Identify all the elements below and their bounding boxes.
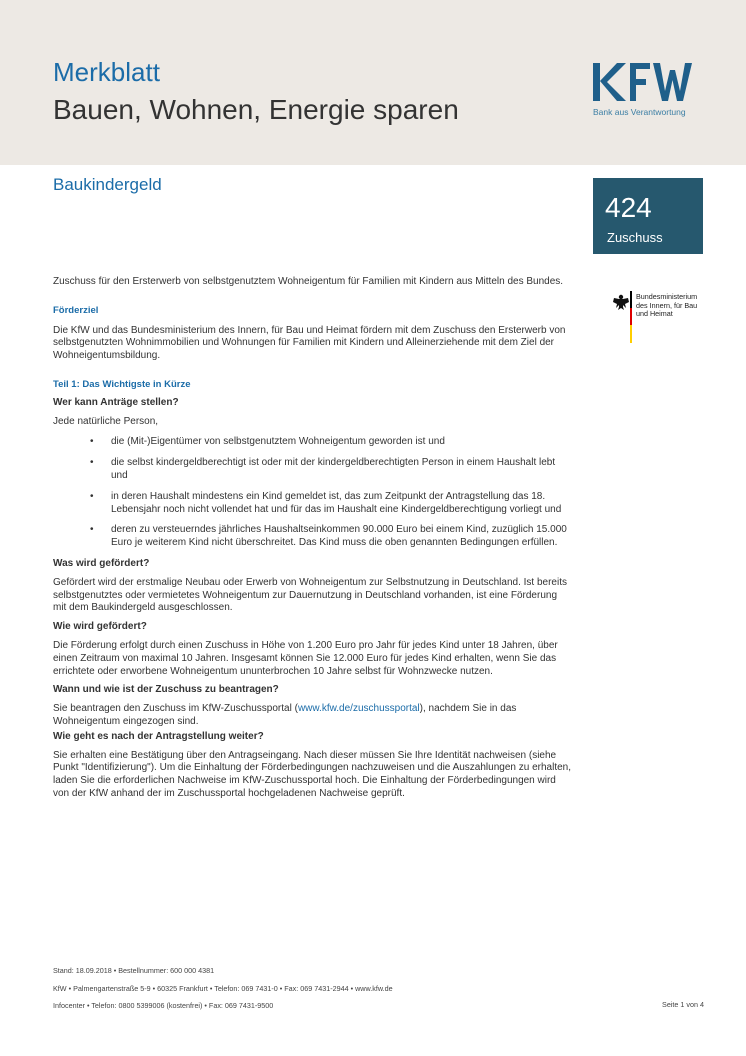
header-title: Merkblatt (53, 57, 160, 87)
section-heading-foerderziel: Förderziel (53, 304, 99, 316)
answer-what: Gefördert wird der erstmalige Neubau oder Erwerb von Wohneigentum zur Selbstnutzung in Deutschland. Ist bereits selbstgenutztes oder vermietetes Wohneigentum zur Dauernutzung in Deutschland vorhanden, ist eine Förderung mit dem Baukindergeld ausgeschlossen. (53, 576, 567, 614)
section-heading-teil1: Teil 1: Das Wichtigste in Kürze (53, 378, 191, 390)
question-who: Wer kann Anträge stellen? (53, 396, 179, 408)
question-what: Was wird gefördert? (53, 557, 150, 569)
list-item: • in deren Haushalt mindestens ein Kind gemeldet ist, das zum Zeitpunkt der Antragstellung das 18. Lebensjahr noch nicht vollendet hat und für das im Haushalt eine Kindergeldberechtigung vorliegt und (90, 490, 562, 515)
main-content (53, 276, 573, 801)
page-header (0, 0, 746, 165)
program-badge (593, 178, 703, 254)
zuschussportal-link[interactable]: www.kfw.de/zuschussportal (297, 703, 420, 715)
logo-subtitle: Bank aus Verantwortung (593, 107, 686, 117)
flag-stripe-gold (630, 325, 632, 343)
list-item: • die selbst kindergeldberechtigt ist oder mit der kindergeldberechtigten Person in einem Haushalt lebt und (90, 457, 556, 481)
foerderziel-text: Die KfW und das Bundesministerium des Innern, für Bau und Heimat fördern mit dem Zuschuss den Ersterwerb von selbstgenutzten Wohnimmobilien und Wohnungen für Familien mit Kindern und Alleinerziehende mit dem Ziel der Wohneigentumsbildung. (53, 324, 566, 362)
flag-stripe-black (630, 291, 632, 308)
question-who-intro: Jede natürliche Person, (53, 415, 159, 427)
flag-stripe-red (630, 308, 632, 325)
answer-next: Sie erhalten eine Bestätigung über den Antragseingang. Nach dieser müssen Sie Ihre Identität nachweisen (siehe Punkt "Identifizierung"). Um die Einhaltung der Förderbedingungen nachzuweisen und die Auszahlungen zu erhalten, laden Sie die erforderlichen Nachweise im KfW-Zuschussportal hoch. Die Einhaltung der Förderbedingungen wird von der KfW anhand der im Zuschussportal hochgeladenen Nachweise geprüft. (53, 749, 571, 799)
footer-stand: Stand: 18.09.2018 • Bestellnummer: 600 000 4381 (53, 966, 215, 975)
list-item: • deren zu versteuerndes jährliches Haushaltseinkommen 90.000 Euro bei einem Kind, zuzüglich 15.000 Euro je weiterem Kind nicht überschreitet. Das Kind muss die oben genannten Bedingungen erfüllen. (90, 524, 567, 549)
program-number: 424 (605, 192, 652, 223)
federal-eagle-icon (612, 293, 630, 311)
question-how: Wie wird gefördert? (53, 621, 147, 633)
eligibility-list (53, 436, 573, 550)
footer-address: KfW • Palmengartenstraße 5-9 • 60325 Frankfurt • Telefon: 069 7431-0 • Fax: 069 7431-2944 • www.kfw.de (53, 984, 393, 993)
footer-infocenter: Infocenter • Telefon: 0800 5399006 (kostenfrei) • Fax: 069 7431-9500 (53, 1001, 274, 1010)
list-item: • die (Mit-)Eigentümer von selbstgenutztem Wohneigentum geworden ist und (90, 436, 445, 448)
answer-when: Sie beantragen den Zuschuss im KfW-Zuschussportal (www.kfw.de/zuschussportal), nachdem Sie in das Wohneigentum eingezogen sind. (53, 703, 517, 727)
program-type: Zuschuss (607, 230, 663, 245)
document-title: Baukindergeld (53, 175, 162, 194)
kfw-logo-icon (593, 60, 693, 104)
answer-how: Die Förderung erfolgt durch einen Zuschuss in Höhe von 1.200 Euro pro Jahr für jedes Kind unter 18 Jahren, über einen Zeitraum von maximal 10 Jahren. Insgesamt können Sie 12.000 Euro für jedes Kind erhalten, wenn Sie das errichtete oder erworbene Wohneigentum ununterbrochen 10 Jahre selbst für Wohnzwecke nutzen. (53, 639, 558, 677)
question-when: Wann und wie ist der Zuschuss zu beantragen? (53, 684, 279, 696)
question-next: Wie geht es nach der Antragstellung weiter? (53, 730, 264, 742)
intro-text: Zuschuss für den Ersterwerb von selbstgenutztem Wohneigentum für Familien mit Kindern aus Mitteln des Bundes. (53, 276, 564, 287)
ministry-name: Bundesministerium des Innern, für Bau und Heimat (636, 292, 698, 319)
kfw-logo (593, 60, 703, 117)
header-subtitle: Bauen, Wohnen, Energie sparen (53, 94, 459, 125)
page-number: Seite 1 von 4 (662, 1000, 704, 1009)
